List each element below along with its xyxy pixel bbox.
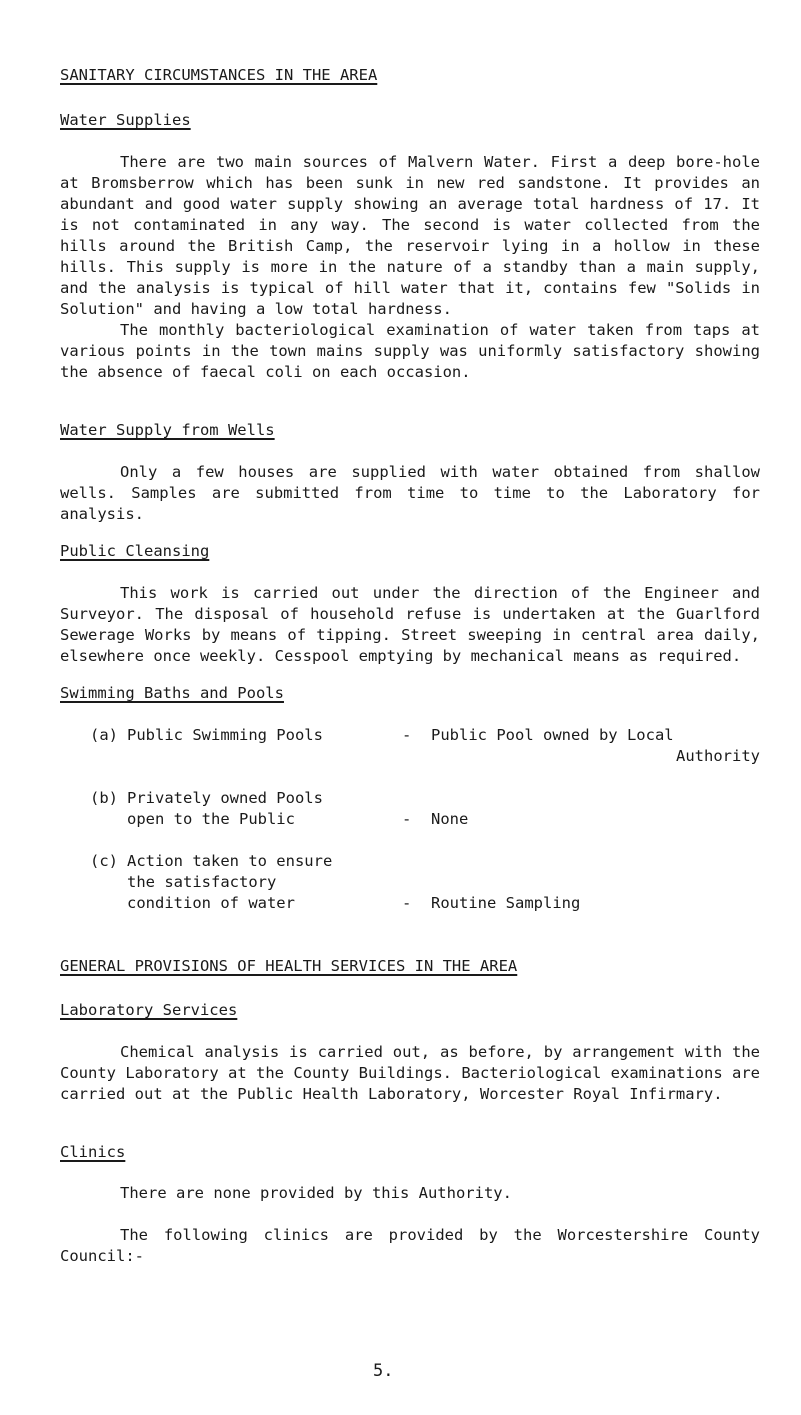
heading-wells: Water Supply from Wells [60, 421, 275, 439]
swim-item-c-text-1: Action taken to ensure [127, 852, 333, 870]
heading-public-cleansing: Public Cleansing [60, 542, 210, 560]
section-title-general: GENERAL PROVISIONS OF HEALTH SERVICES IN THE AREA [60, 957, 518, 975]
paragraph-water-supplies-2: The monthly bacteriological examination of water taken from taps at various points in the town mains supply was uniformly satisfactory showing the absence of faecal coli on each occasion. [60, 321, 760, 381]
swim-item-b-value: None [431, 810, 469, 828]
swim-item-a-label: (a) [90, 726, 118, 744]
swim-item-b-dash: - [402, 810, 412, 828]
swim-item-b-label: (b) [90, 789, 118, 807]
heading-water-supplies: Water Supplies [60, 111, 191, 129]
heading-laboratory: Laboratory Services [60, 1001, 238, 1019]
heading-clinics: Clinics [60, 1143, 126, 1161]
swim-item-c-text-3: condition of water [127, 894, 295, 912]
swim-item-b-text-1: Privately owned Pools [127, 789, 323, 807]
page-number: 5. [373, 1361, 394, 1381]
swim-item-a-value-cont: Authority [676, 747, 760, 765]
paragraph-wells: Only a few houses are supplied with water obtained from shallow wells. Samples are submitted from time to time to the Laboratory for analysis. [60, 463, 760, 523]
swim-item-a-dash: - [402, 726, 412, 744]
heading-swimming: Swimming Baths and Pools [60, 684, 284, 702]
swim-item-a-value: Public Pool owned by Local [431, 726, 674, 744]
paragraph-clinics-1: There are none provided by this Authority. [120, 1184, 512, 1202]
swim-item-c-dash: - [402, 894, 412, 912]
swim-item-c-text-2: the satisfactory [127, 873, 277, 891]
swim-item-c-value: Routine Sampling [431, 894, 581, 912]
paragraph-laboratory: Chemical analysis is carried out, as before, by arrangement with the County Laboratory at the County Buildings. Bacteriological examinations are carried out at the Public Health Laboratory, Worcester Royal Infirmary. [60, 1043, 760, 1103]
paragraph-public-cleansing: This work is carried out under the direction of the Engineer and Surveyor. The disposal of household refuse is undertaken at the Guarlford Sewerage Works by means of tipping. Street sweeping in central area daily, elsewhere once weekly. Cesspool emptying by mechanical means as required. [60, 584, 760, 665]
paragraph-water-supplies-1: There are two main sources of Malvern Water. First a deep bore-hole at Bromsberrow which has been sunk in new red sandstone. It provides an abundant and good water supply showing an average total hardness of 17. It is not contaminated in any way. The second is water collected from the hills around the British Camp, the reservoir lying in a hollow in these hills. This supply is more in the nature of a standby than a main supply, and the analysis is typical of hill water that it, contains few "Solids in Solution" and having a low total hardness. [60, 153, 760, 318]
paragraph-clinics-2: The following clinics are provided by the Worcestershire County Council:- [60, 1226, 760, 1265]
swim-item-b-text-2: open to the Public [127, 810, 295, 828]
section-title-sanitary: SANITARY CIRCUMSTANCES IN THE AREA [60, 66, 378, 84]
swim-item-a-text: Public Swimming Pools [127, 726, 323, 744]
swim-item-c-label: (c) [90, 852, 118, 870]
